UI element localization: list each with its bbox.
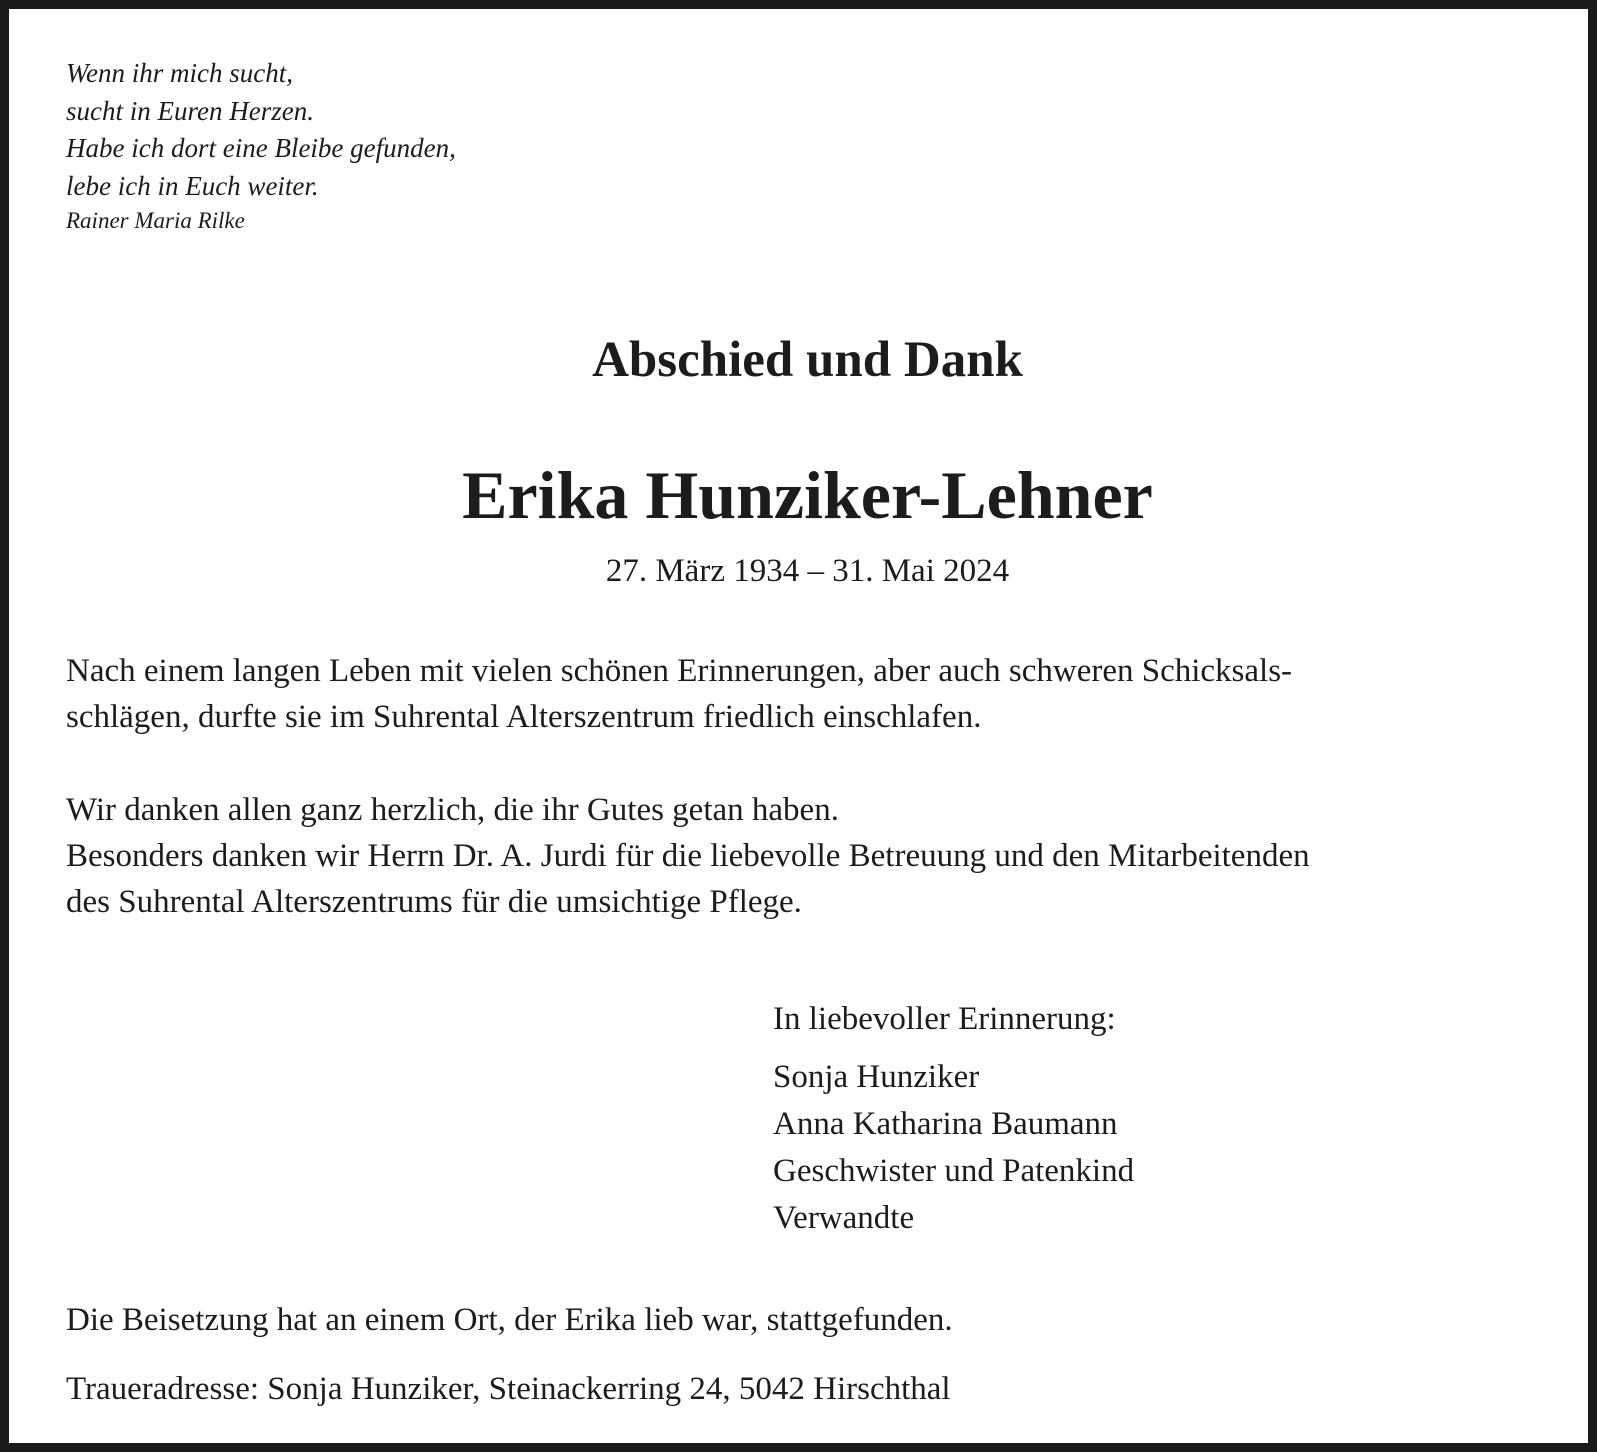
deceased-name: Erika Hunziker-Lehner <box>462 457 1153 533</box>
mourners-list <box>773 1054 1134 1242</box>
mourning-address: Traueradresse: Sonja Hunziker, Steinackerring 24, 5042 Hirschthal <box>66 1371 951 1407</box>
quote-line: lebe ich in Euch weiter. <box>66 170 319 201</box>
signature-intro: In liebevoller Erinnerung: <box>773 1001 1116 1037</box>
paragraph-line: schlägen, durfte sie im Suhrental Alterszentrum friedlich einschlafen. <box>66 699 982 735</box>
quote-line: Wenn ihr mich sucht, <box>66 58 293 88</box>
heading: Abschied und Dank <box>592 332 1023 388</box>
quote-line: Habe ich dort eine Bleibe gefunden, <box>66 133 456 163</box>
paragraph-line: des Suhrental Alterszentrums für die umsichtige Pflege. <box>66 884 802 920</box>
mourner-name: Verwandte <box>773 1200 915 1236</box>
paragraph-thanks <box>66 787 1566 925</box>
mourner-name: Sonja Hunziker <box>773 1059 980 1095</box>
paragraph-line: Nach einem langen Leben mit vielen schönen Erinnerungen, aber auch schweren Schicksals- <box>66 653 1293 689</box>
paragraph-line: Wir danken allen ganz herzlich, die ihr Gutes getan haben. <box>66 792 839 828</box>
quote-author: Rainer Maria Rilke <box>66 208 245 233</box>
mourner-name: Geschwister und Patenkind <box>773 1153 1135 1189</box>
paragraph-line: Besonders danken wir Herrn Dr. A. Jurdi für die liebevolle Betreuung und den Mitarbeitenden <box>66 838 1310 874</box>
rilke-quote <box>66 55 456 237</box>
burial-note: Die Beisetzung hat an einem Ort, der Erika lieb war, stattgefunden. <box>66 1302 953 1338</box>
life-dates: 27. März 1934 – 31. Mai 2024 <box>605 553 1010 589</box>
mourner-name: Anna Katharina Baumann <box>773 1106 1118 1142</box>
quote-line: sucht in Euren Herzen. <box>66 95 314 126</box>
paragraph-farewell <box>66 648 1566 740</box>
